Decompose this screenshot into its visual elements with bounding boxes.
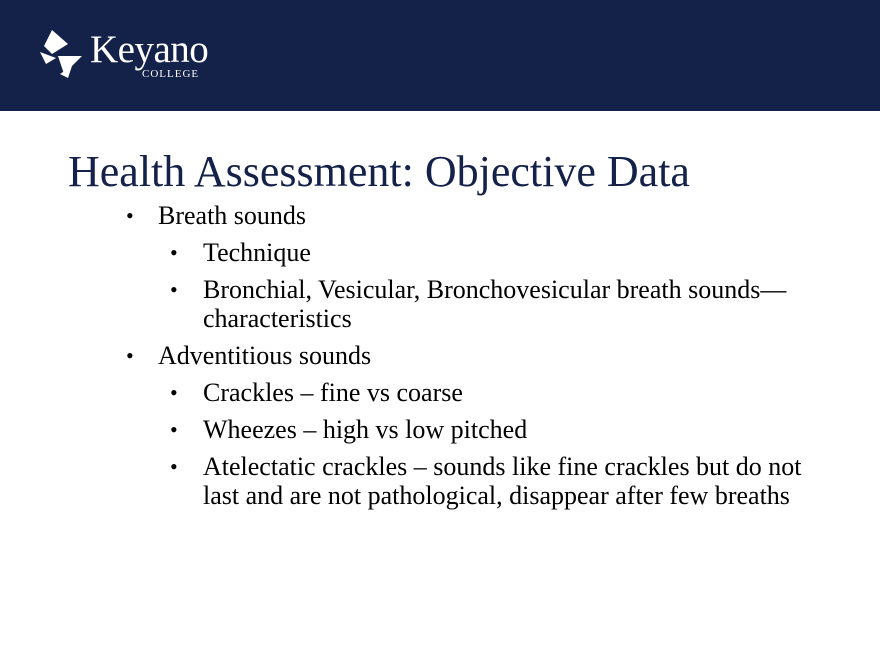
bullet-text: Wheezes – high vs low pitched [203,415,528,444]
bullet-item [124,378,824,407]
bullet-text: Breath sounds [158,201,307,230]
bullet-text: Atelectatic crackles – sounds like fine crackles but do not last and are not pathological, disappear after few breaths [203,452,802,510]
bullet-marker: • [170,277,178,302]
bullet-list [124,201,824,510]
keyano-bird-logo-icon [38,30,84,78]
bullet-text: Crackles – fine vs coarse [203,378,463,407]
header-band [0,0,880,111]
bullet-text: Technique [203,238,311,267]
bullet-item [124,238,824,267]
bullet-marker: • [126,343,134,368]
bullet-item [124,275,824,333]
bullet-item [124,341,824,370]
logo-name: Keyano [90,28,209,71]
bullet-marker: • [126,203,134,228]
bullet-item [124,201,824,230]
slide-title: Health Assessment: Objective Data [68,147,690,196]
bullet-marker: • [170,380,178,405]
bullet-item [124,415,824,444]
logo-wordmark [90,30,208,80]
bullet-text: Adventitious sounds [158,341,372,370]
college-logo [38,30,208,86]
bullet-marker: • [170,454,178,479]
bullet-marker: • [170,417,178,442]
bullet-marker: • [170,240,178,265]
logo-subtitle: COLLEGE [142,68,200,80]
bullet-text: Bronchial, Vesicular, Bronchovesicular breath sounds—characteristics [203,275,787,333]
bullet-item [124,452,824,510]
